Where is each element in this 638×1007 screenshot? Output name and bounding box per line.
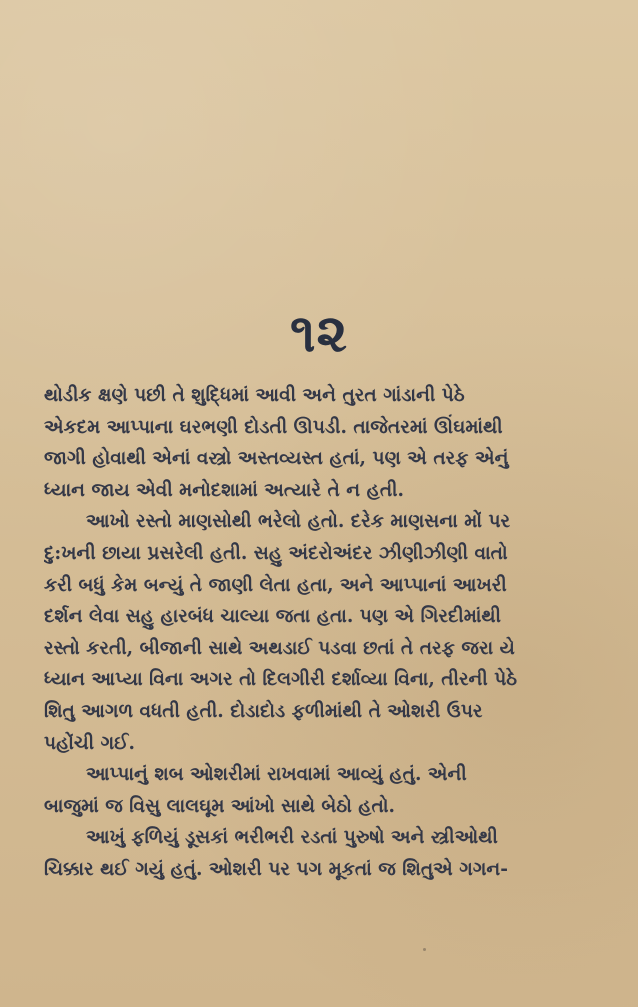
chapter-text <box>44 380 607 886</box>
text-line: પહોંચી ગઈ. <box>44 732 136 754</box>
text-line: કરી બધું કેમ બન્યું તે જાણી લેતા હતા, અને આપ્પાનાં આખરી <box>44 574 507 596</box>
text-line: આખો રસ્તો માણસોથી ભરેલો હતો. દરેક માણસના મોં પર <box>86 511 511 533</box>
text-line: દર્શન લેવા સહુ હારબંધ ચાલ્યા જતા હતા. પણ એ ગિરદીમાંથી <box>44 606 501 628</box>
text-line: શિતુ આગળ વધતી હતી. દોડાદોડ ફળીમાંથી તે ઓશરી ઉપર <box>44 700 483 722</box>
text-line: આપ્પાનું શબ ઓશરીમાં રાખવામાં આવ્યું હતું. એની <box>86 764 467 786</box>
text-line: એકદમ આપ્પાના ઘરભણી દોડતી ઊપડી. તાજેતરમાં ઊંઘમાંથી <box>44 416 503 438</box>
text-line: ધ્યાન આપ્યા વિના અગર તો દિલગીરી દર્શાવ્યા વિના, તીરની પેઠે <box>44 669 518 691</box>
paper-mark <box>423 948 426 951</box>
chapter-number: ૧૨ <box>289 303 348 364</box>
text-line: ચિક્કાર થઈ ગયું હતું. ઓશરી પર પગ મૂકતાં જ શિતુએ ગગન- <box>44 858 508 880</box>
text-line: ધ્યાન જાય એવી મનોદશામાં અત્યારે તે ન હતી. <box>44 479 404 501</box>
text-line: થોડીક ક્ષણે પછી તે શુદ્ધિમાં આવી અને તુરત ગાંડાની પેઠે <box>44 385 465 406</box>
text-line: બાજુમાં જ વિસુ લાલઘૂમ આંખો સાથે બેઠો હતો. <box>44 795 395 817</box>
text-line: જાગી હોવાથી એનાં વસ્ત્રો અસ્તવ્યસ્ત હતાં, પણ એ તરફ એનું <box>44 448 509 470</box>
text-line: દુ:ખની છાયા પ્રસરેલી હતી. સહુ અંદરોઅંદર ઝીણીઝીણી વાતો <box>44 542 508 564</box>
text-line: આખું ફળિયું ડૂસકાં ભરીભરી રડતાં પુરુષો અને સ્ત્રીઓથી <box>86 827 498 849</box>
text-line: રસ્તો કરતી, બીજાની સાથે અથડાઈ પડવા છતાં તે તરફ જરા યે <box>44 637 515 659</box>
